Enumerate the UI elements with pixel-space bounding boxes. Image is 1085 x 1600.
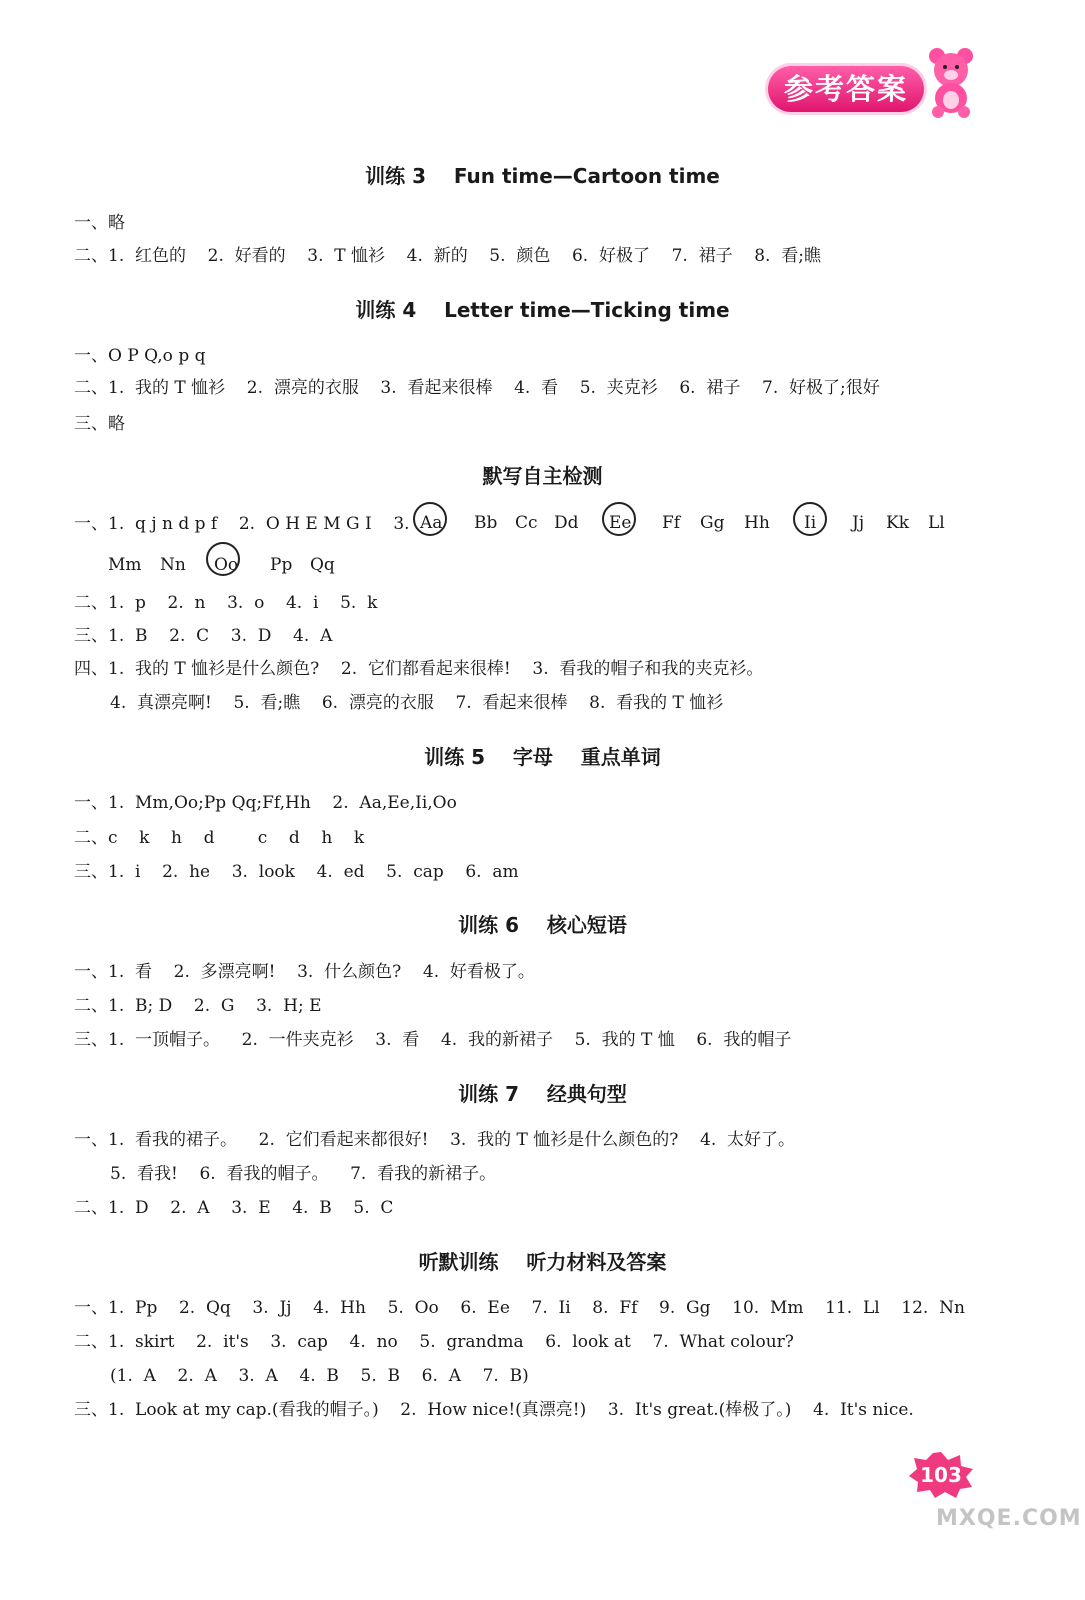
letter-pair: Nn	[160, 555, 186, 575]
letter-pair: Ll	[928, 513, 945, 533]
answer-line: 二、1. p 2. n 3. o 4. i 5. k	[74, 593, 378, 613]
letter-pair: Hh	[744, 513, 770, 533]
answer-line: 四、1. 我的 T 恤衫是什么颜色? 2. 它们都看起来很棒! 3. 看我的帽子和我的夹克衫。	[74, 659, 764, 679]
section-title-training-5: 训练 5 字母 重点单词	[424, 745, 661, 769]
answer-line: 一、1. 看我的裙子。 2. 它们看起来都很好! 3. 我的 T 恤衫是什么颜色的? 4. 太好了。	[74, 1130, 796, 1150]
section-title-training-7: 训练 7 经典句型	[458, 1082, 627, 1106]
answer-line: 一、1. Mm,Oo;Pp Qq;Ff,Hh 2. Aa,Ee,Ii,Oo	[74, 793, 457, 813]
letter-pair: Ff	[662, 513, 681, 533]
letter-pair: Ee	[609, 513, 632, 533]
letter-pair: Bb	[474, 513, 498, 533]
answer-line: 二、1. 红色的 2. 好看的 3. T 恤衫 4. 新的 5. 颜色 6. 好极了 7. 裙子 8. 看;瞧	[74, 246, 821, 266]
teddy-bear-icon	[926, 46, 976, 118]
section-title-training-4: 训练 4 Letter time—Ticking time	[355, 298, 730, 322]
answer-line: 三、略	[74, 414, 125, 434]
answer-line: 二、1. D 2. A 3. E 4. B 5. C	[74, 1198, 394, 1218]
answer-line: 4. 真漂亮啊! 5. 看;瞧 6. 漂亮的衣服 7. 看起来很棒 8. 看我的 T 恤衫	[110, 693, 724, 713]
letter-pair: Cc	[515, 513, 538, 533]
letter-pair: Pp	[270, 555, 293, 575]
answer-badge: 参考答案	[768, 66, 924, 112]
answer-line: 二、c k h d c d h k	[74, 828, 365, 848]
circled-answer-mark	[206, 542, 240, 576]
answer-line: 一、O P Q,o p q	[74, 346, 206, 366]
circled-answer-mark	[602, 502, 636, 536]
answer-line: 一、1. q j n d p f 2. O H E M G I 3.	[74, 514, 410, 534]
letter-pair: Mm	[108, 555, 142, 575]
page-number: 103	[920, 1463, 962, 1487]
letter-pair: Jj	[852, 513, 865, 533]
letter-pair: Gg	[700, 513, 725, 533]
answer-line: 三、1. B 2. C 3. D 4. A	[74, 626, 333, 646]
circled-answer-mark	[793, 502, 827, 536]
answer-line: 二、1. skirt 2. it's 3. cap 4. no 5. grandma 6. look at 7. What colour?	[74, 1332, 794, 1352]
section-title-dictation-check: 默写自主检测	[482, 464, 603, 488]
answer-line: 三、1. i 2. he 3. look 4. ed 5. cap 6. am	[74, 862, 519, 882]
circled-answer-mark	[413, 502, 447, 536]
answer-line: 一、1. Pp 2. Qq 3. Jj 4. Hh 5. Oo 6. Ee 7. Ii 8. Ff 9. Gg 10. Mm 11. Ll 12. Nn	[74, 1298, 965, 1318]
answer-line: (1. A 2. A 3. A 4. B 5. B 6. A 7. B)	[110, 1366, 529, 1386]
letter-pair: Qq	[310, 555, 335, 575]
section-title-training-3: 训练 3 Fun time—Cartoon time	[365, 164, 720, 188]
answer-line: 三、1. Look at my cap.(看我的帽子。) 2. How nice!(真漂亮!) 3. It's great.(棒极了。) 4. It's nice.	[74, 1400, 914, 1420]
answer-line: 三、1. 一顶帽子。 2. 一件夹克衫 3. 看 4. 我的新裙子 5. 我的 T 恤 6. 我的帽子	[74, 1030, 792, 1050]
answer-line: 一、略	[74, 213, 125, 233]
answer-line: 二、1. 我的 T 恤衫 2. 漂亮的衣服 3. 看起来很棒 4. 看 5. 夹克衫 6. 裙子 7. 好极了;很好	[74, 378, 880, 398]
letter-pair: Ii	[804, 513, 817, 533]
letter-pair: Kk	[886, 513, 910, 533]
section-title-training-6: 训练 6 核心短语	[458, 913, 627, 937]
answer-line: 5. 看我! 6. 看我的帽子。 7. 看我的新裙子。	[110, 1164, 497, 1184]
answer-line: 一、1. 看 2. 多漂亮啊! 3. 什么颜色? 4. 好看极了。	[74, 962, 535, 982]
letter-pair: Dd	[554, 513, 579, 533]
answer-line: 二、1. B; D 2. G 3. H; E	[74, 996, 322, 1016]
letter-pair: Oo	[214, 555, 239, 575]
section-title-listening: 听默训练 听力材料及答案	[418, 1250, 667, 1274]
letter-pair: Aa	[420, 513, 443, 533]
watermark-text: MXQE.COM	[936, 1506, 1082, 1531]
